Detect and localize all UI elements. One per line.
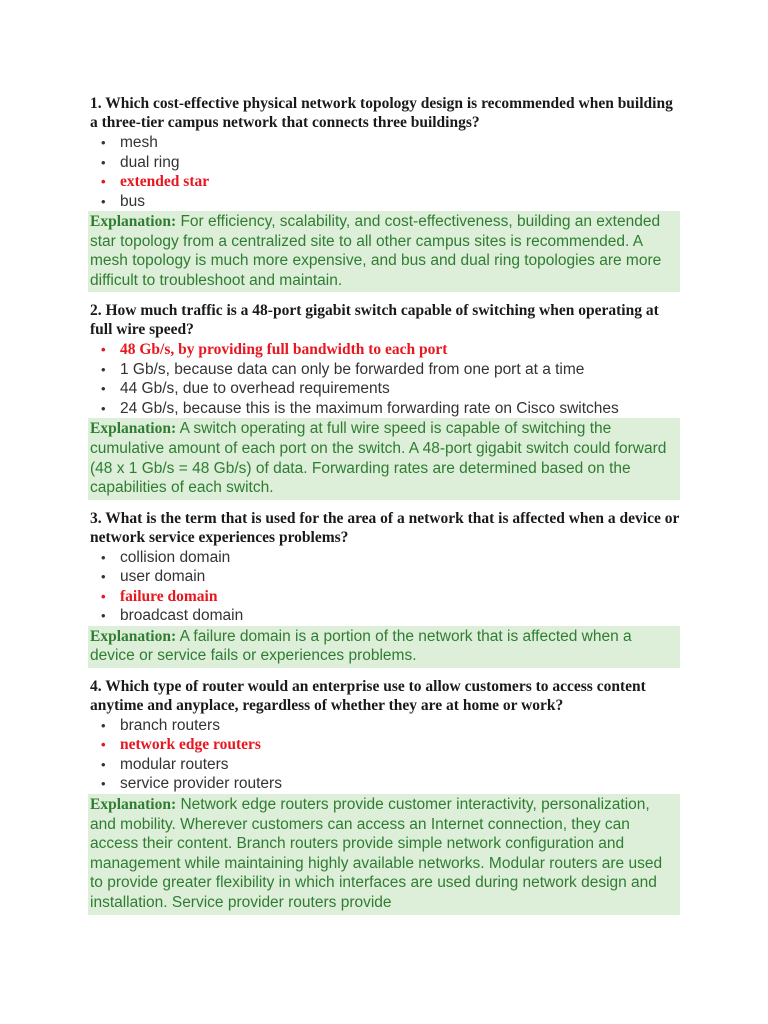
correct-answer-option: • network edge routers	[90, 735, 680, 755]
explanation-box	[88, 626, 680, 668]
explanation-box	[88, 211, 680, 292]
answer-options	[90, 548, 680, 626]
answer-option: • user domain	[90, 567, 680, 587]
explanation-label: Explanation:	[90, 213, 177, 230]
answer-option: • service provider routers	[90, 774, 680, 794]
question-text: 1. Which cost-effective physical network topology design is recommended when building a three-tier campus network that connects three buildings?	[90, 95, 673, 131]
explanation-label: Explanation:	[90, 420, 177, 438]
explanation-text: For efficiency, scalability, and cost-effectiveness, building an extended star topology from a centralized site to all other campus sites is recommended. A mesh topology is much more expensive, and bus and dual ring topologies are more difficult to troubleshoot and maintain.	[90, 213, 662, 289]
answer-options	[90, 340, 680, 418]
answer-option: • collision domain	[90, 548, 680, 568]
question-block-2	[90, 301, 680, 499]
explanation-label: Explanation:	[90, 795, 177, 813]
question-text: 3. What is the term that is used for the area of a network that is affected when a device or network service experiences problems?	[90, 509, 680, 546]
answer-options	[90, 133, 680, 211]
question-text: 4. Which type of router would an enterprise use to allow customers to access content anytime and anyplace, regardless of whether they are at home or work?	[90, 677, 646, 714]
answer-option: • modular routers	[90, 755, 680, 775]
correct-answer-option: • extended star	[90, 172, 680, 192]
correct-answer-option: • 48 Gb/s, by providing full bandwidth to each port	[90, 340, 680, 360]
explanation-box	[88, 794, 680, 915]
question-block-1	[90, 94, 680, 292]
explanation-text: A failure domain is a portion of the network that is affected when a device or service fails or experiences problems.	[90, 627, 632, 665]
answer-option: • 44 Gb/s, due to overhead requirements	[90, 379, 680, 399]
explanation-text: Network edge routers provide customer interactivity, personalization, and mobility. Wherever customers can access an Internet connection, they can access their content. Branch routers provide simple network configuration and management while maintaining highly available networks. Modular routers are used to provide greater flexibility in which interfaces are used during network design and installation. Service provider routers provide	[90, 795, 663, 911]
quiz-content	[90, 94, 680, 915]
explanation-box	[88, 418, 680, 499]
answer-option: • mesh	[90, 133, 680, 153]
answer-options	[90, 716, 680, 794]
answer-option: • dual ring	[90, 153, 680, 173]
explanation-label: Explanation:	[90, 627, 177, 645]
answer-option: • broadcast domain	[90, 606, 680, 626]
correct-answer-option: • failure domain	[90, 587, 680, 607]
answer-option: • 24 Gb/s, because this is the maximum forwarding rate on Cisco switches	[90, 399, 680, 419]
question-text: 2. How much traffic is a 48-port gigabit switch capable of switching when operating at full wire speed?	[90, 302, 659, 339]
question-block-3	[90, 509, 680, 668]
question-block-4	[90, 677, 680, 915]
answer-option: • branch routers	[90, 716, 680, 736]
answer-option: • bus	[90, 192, 680, 212]
answer-option: • 1 Gb/s, because data can only be forwarded from one port at a time	[90, 360, 680, 380]
explanation-text: A switch operating at full wire speed is capable of switching the cumulative amount of each port on the switch. A 48-port gigabit switch could forward (48 x 1 Gb/s = 48 Gb/s) of data. Forwarding rates are determined based on the capabilities of each switch.	[90, 420, 667, 497]
